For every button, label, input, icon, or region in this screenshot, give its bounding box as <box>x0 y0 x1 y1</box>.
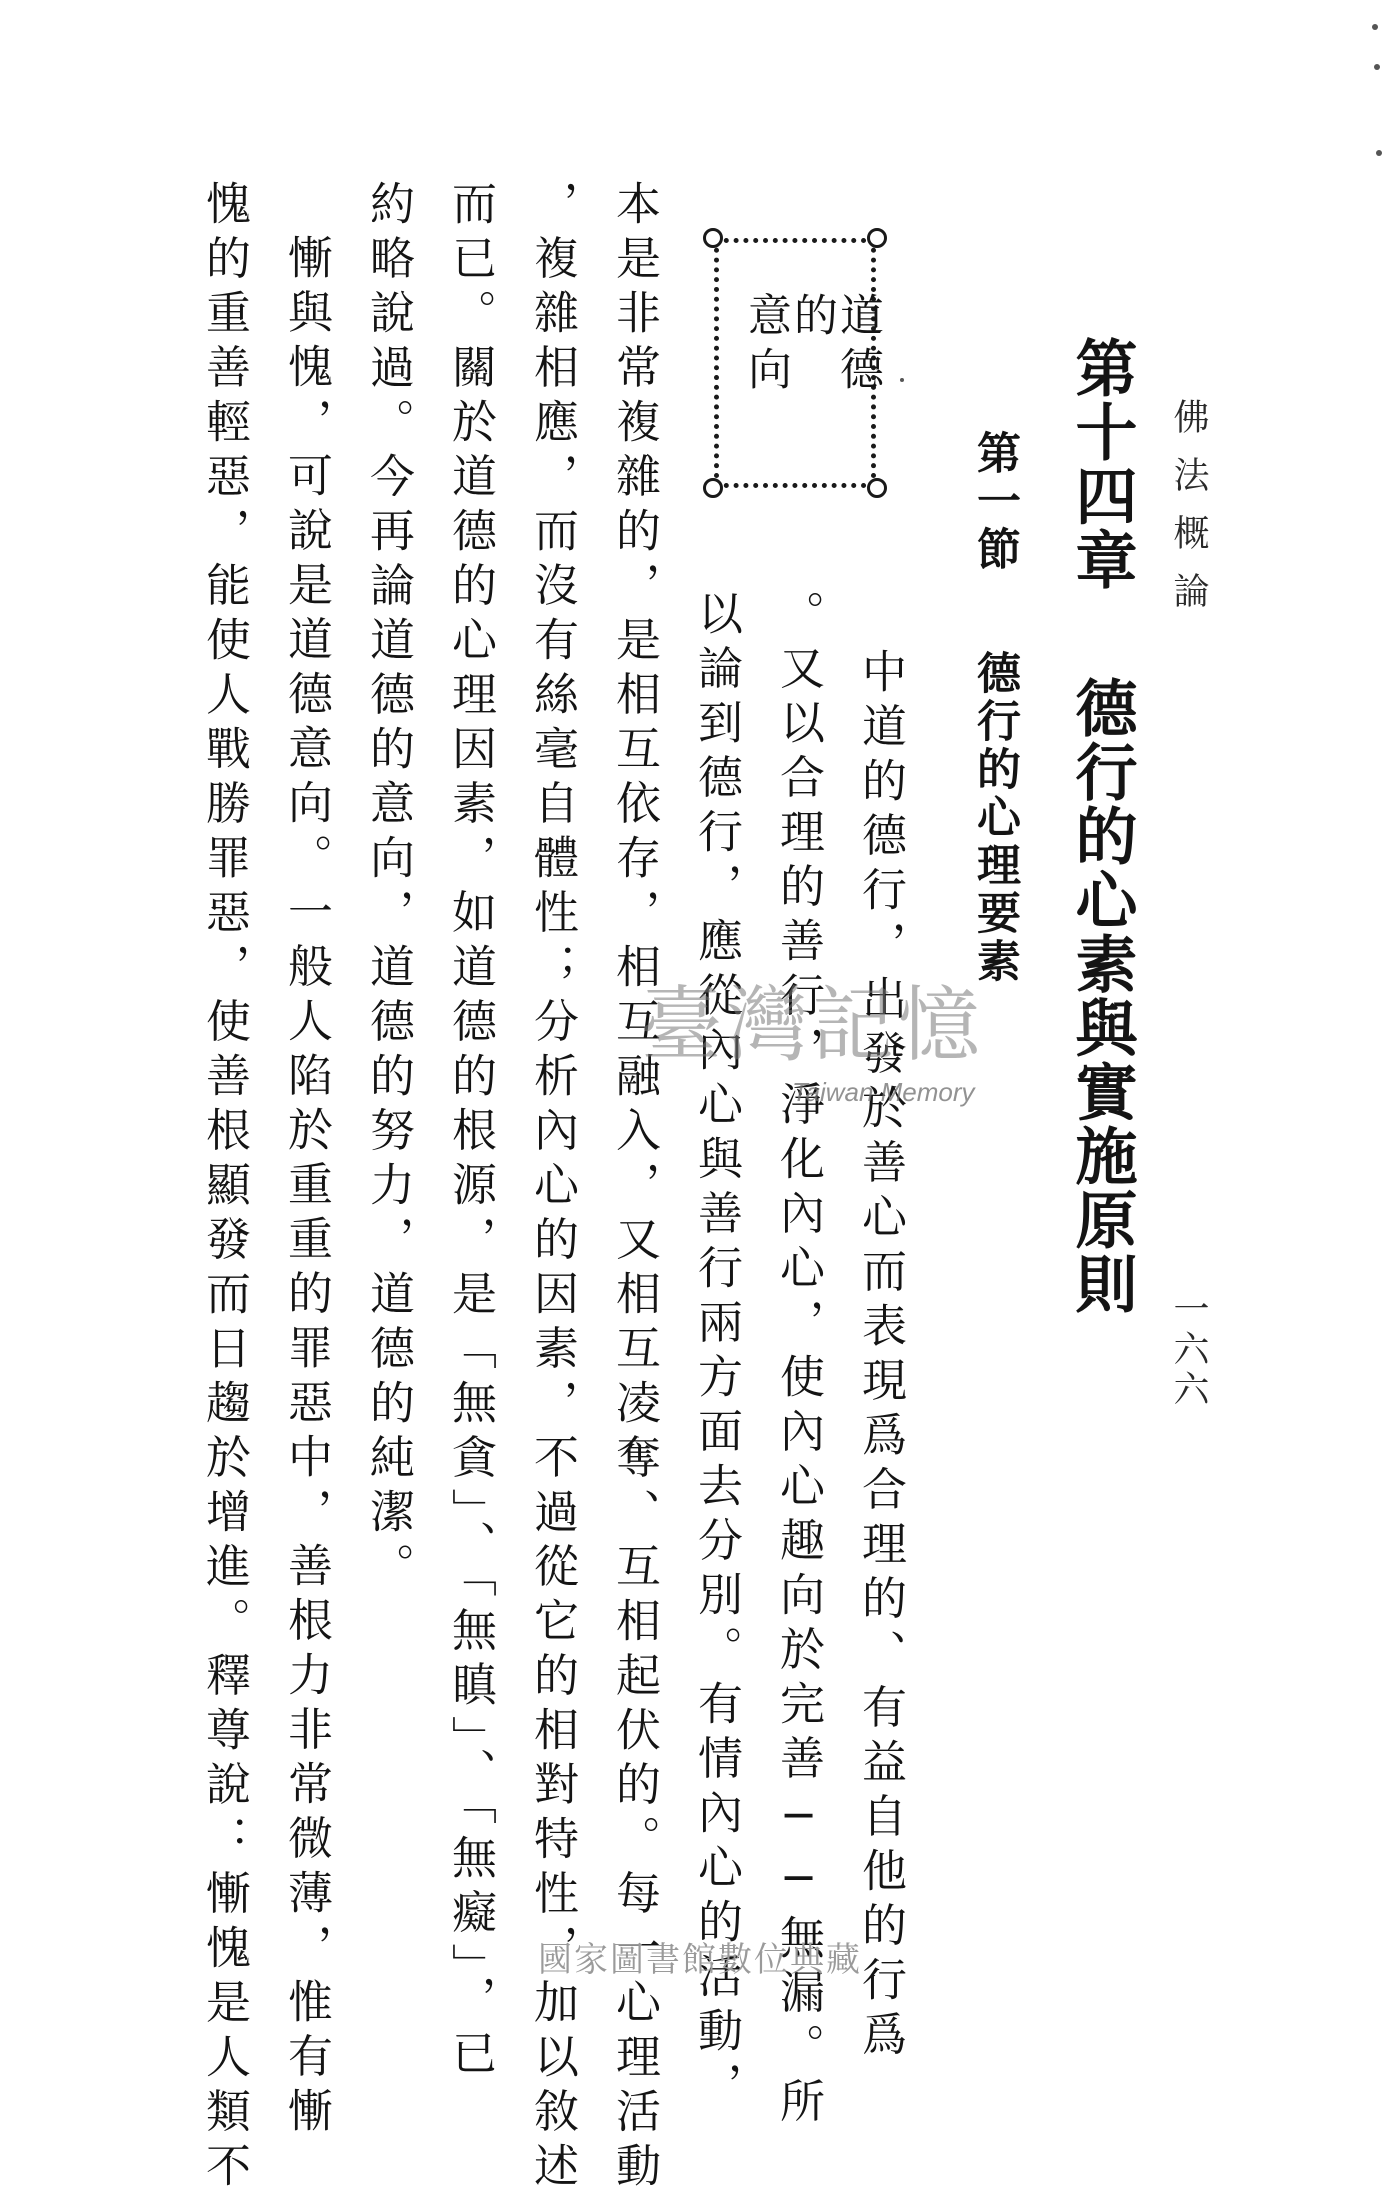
scan-speck <box>900 378 904 382</box>
corner-circle-icon <box>867 478 887 498</box>
scan-speck <box>1376 150 1382 156</box>
taiwan-memory-watermark <box>640 978 1120 1110</box>
body-column-1: 中道的德行，出發於善心而表現爲合理的、有益自他的行爲 <box>854 648 907 2065</box>
body-column-2: 。又以合理的善行，淨化內心，使內心趣向於完善──無漏。所 <box>772 590 825 2132</box>
chapter-number: 第十四章 <box>1065 336 1138 592</box>
scan-speck <box>1372 24 1378 30</box>
watermark-subtext: Taiwan Memory <box>792 1077 975 1107</box>
running-head: 佛法概論 <box>1168 398 1209 630</box>
body-column-4: 本是非常複雜的，是相互依存，相互融入，又相互凌奪、互相起伏的。每一心理活動 <box>608 180 661 2197</box>
side-note-text: 道德 的 意向 <box>740 292 883 400</box>
chapter-title: 德行的心素與實施原則 <box>1065 676 1138 1316</box>
scan-speck <box>1374 64 1380 70</box>
section-title: 德行的心理要素 <box>969 650 1020 986</box>
body-column-7: 約略說過。今再論道德的意向，道德的努力，道德的純潔。 <box>362 180 415 1597</box>
side-note-box <box>700 228 890 498</box>
body-column-9: 愧的重善輕惡，能使人戰勝罪惡，使善根顯發而日趨於增進。釋尊說：慚愧是人類不 <box>198 180 251 2197</box>
page-number: 一六六 <box>1168 1290 1209 1410</box>
body-column-6: 而已。關於道德的心理因素，如道德的根源，是「無貪」、「無瞋」、「無癡」，已 <box>444 180 497 2084</box>
body-column-3: 以論到德行，應從內心與善行兩方面去分別。有情內心的活動， <box>690 590 743 2116</box>
watermark-logo: 臺灣記憶 <box>640 978 985 1073</box>
library-footer: 國家圖書館數位典藏 <box>538 1940 862 1980</box>
body-column-5: ，複雜相應，而沒有絲毫自體性；分析內心的因素，不過從它的相對特性，加以敘述 <box>526 180 579 2197</box>
corner-circle-icon <box>867 228 887 248</box>
body-column-8: 慚與愧，可說是道德意向。一般人陷於重重的罪惡中，善根力非常微薄，惟有慚 <box>280 234 333 2142</box>
corner-circle-icon <box>703 228 723 248</box>
section-number: 第一節 <box>969 430 1020 574</box>
corner-circle-icon <box>703 478 723 498</box>
